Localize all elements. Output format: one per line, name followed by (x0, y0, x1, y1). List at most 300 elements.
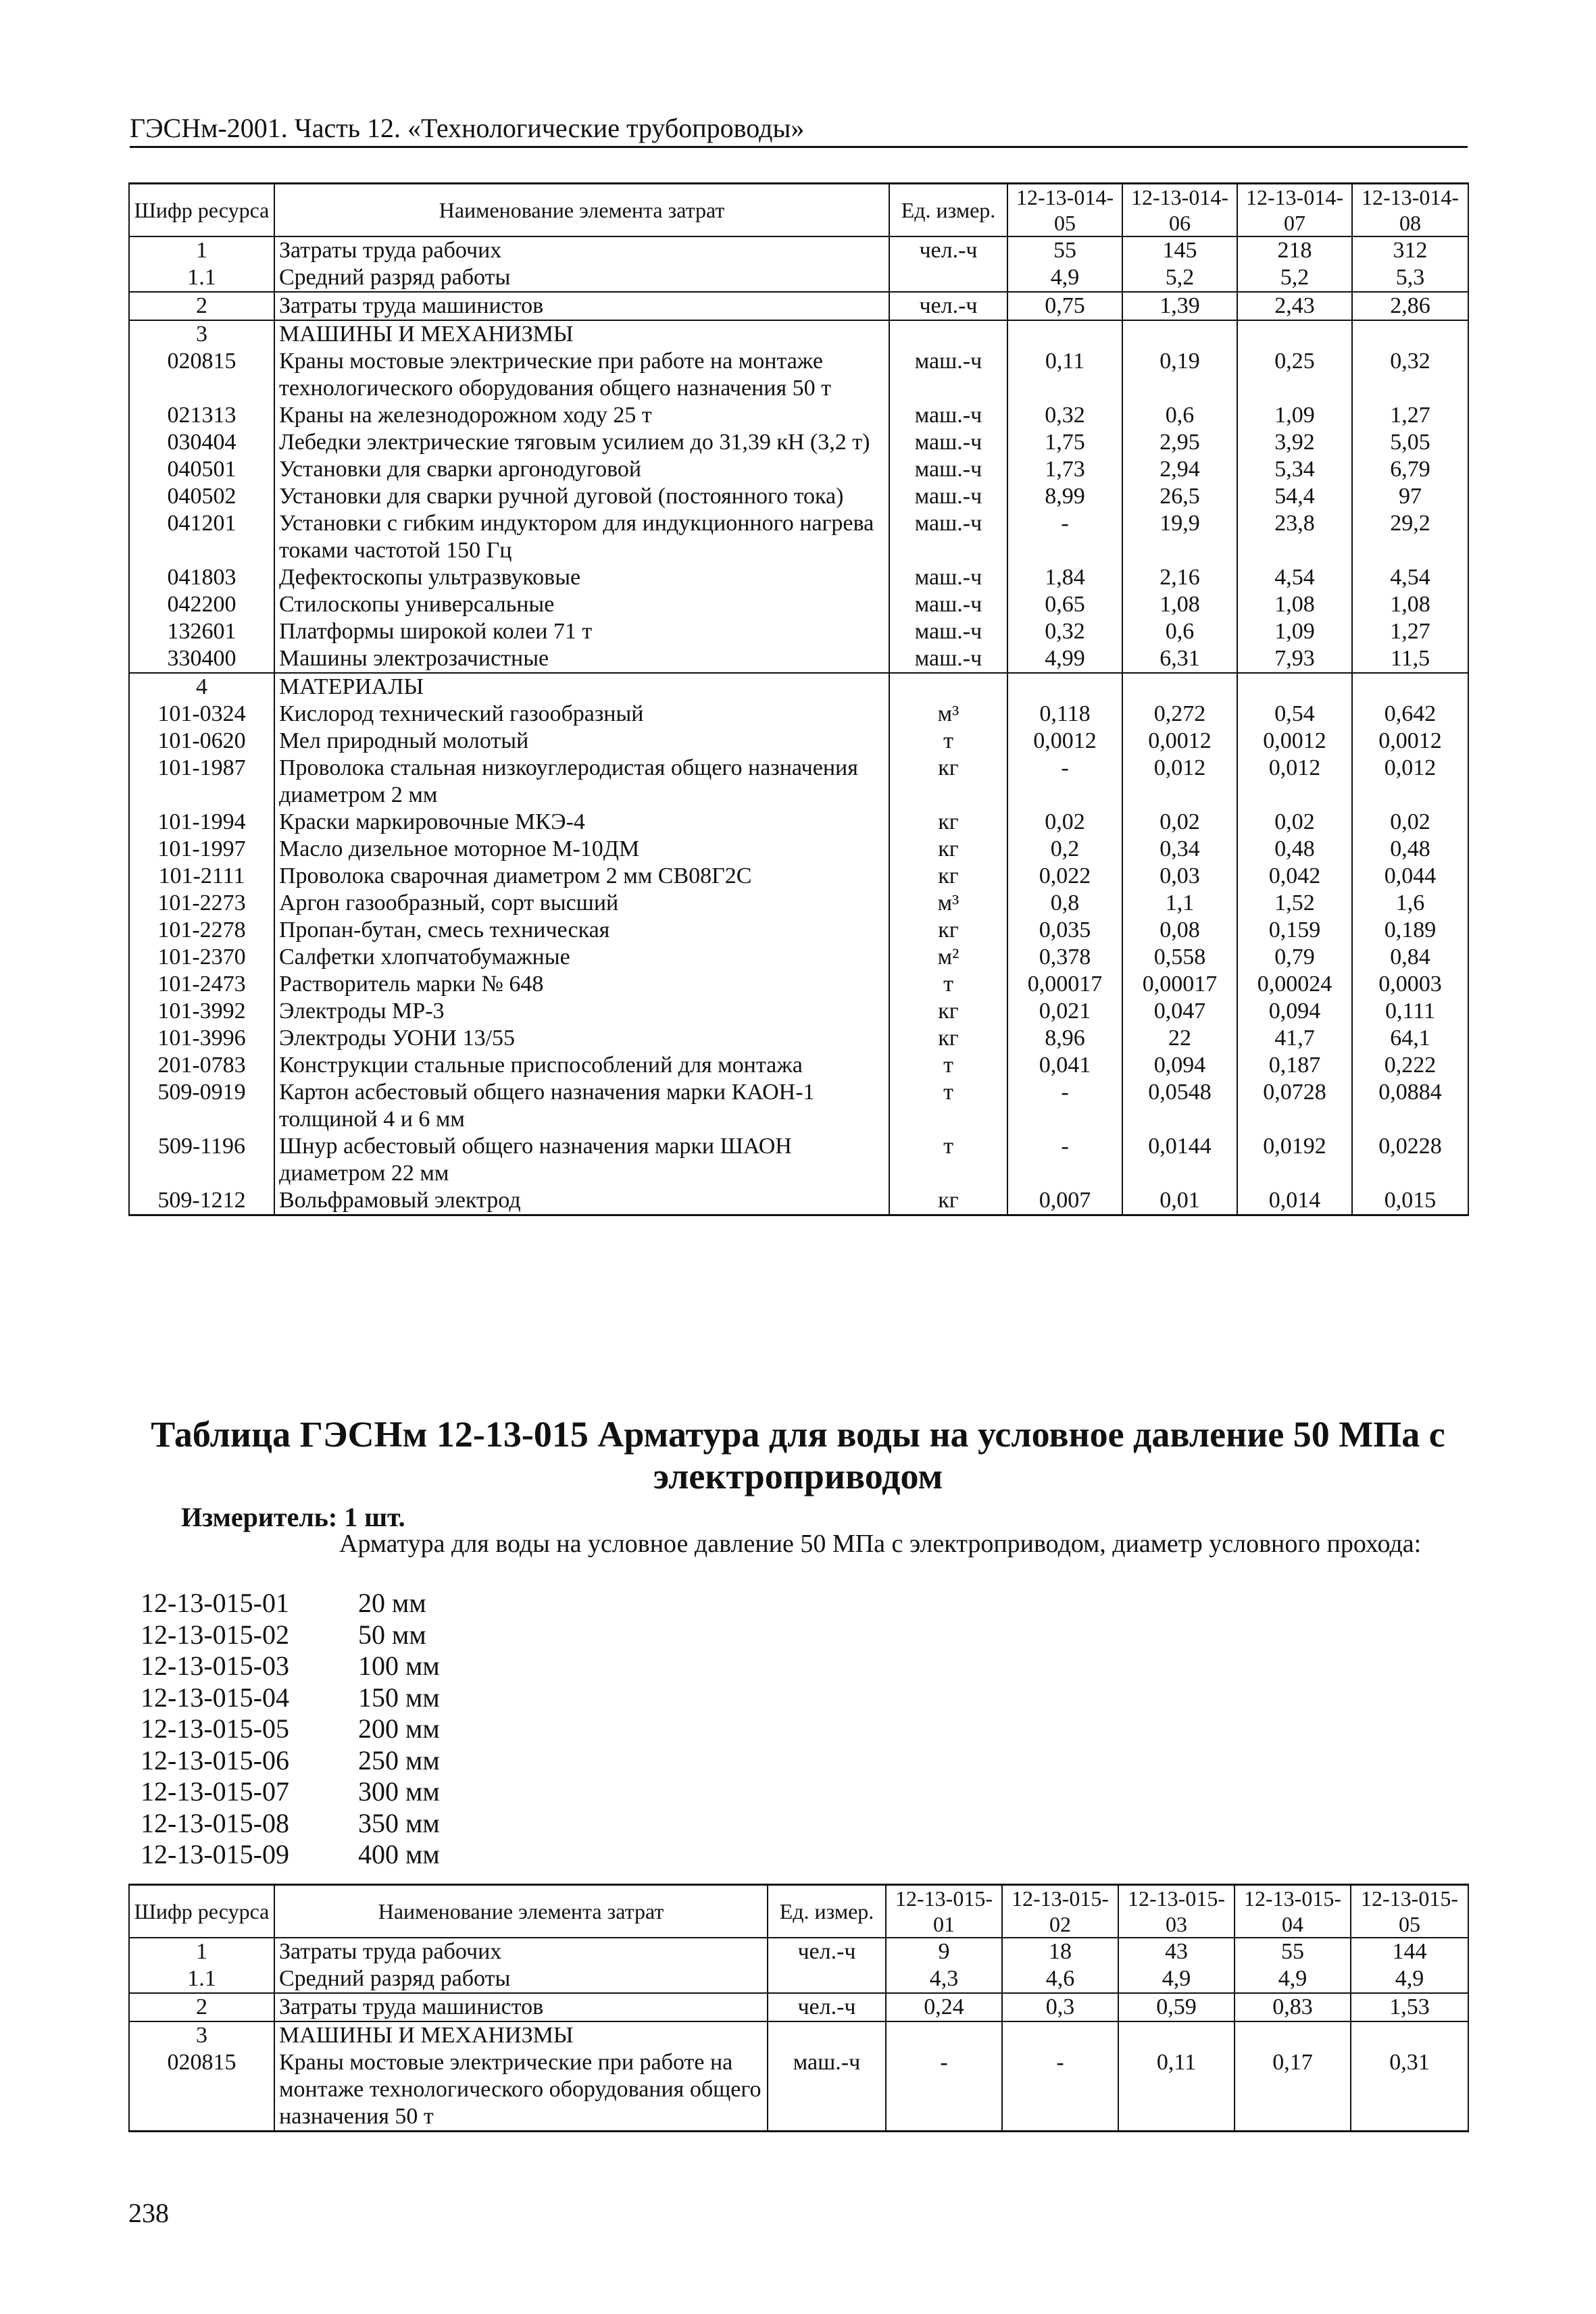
unit-cell: маш.-ч (889, 591, 1007, 618)
resource-code-cell: 509-0919 (129, 1079, 274, 1133)
resource-code-cell: 101-0324 (129, 701, 274, 728)
table-body (129, 1938, 1468, 2132)
column-header-norm: 12-13-015-04 (1235, 1885, 1351, 1938)
norm-value-cell: 0,08 (1122, 917, 1237, 944)
norm-value-cell: 0,0012 (1122, 728, 1237, 755)
norm-value-cell: 0,48 (1352, 836, 1468, 863)
norm-code: 12-13-015-07 (141, 1776, 289, 1807)
norm-value-cell: 0,272 (1122, 701, 1237, 728)
resource-code-cell: 509-1196 (129, 1133, 274, 1187)
norm-value-cell: 6,79 (1352, 456, 1468, 483)
unit-cell: маш.-ч (889, 618, 1007, 645)
resource-name-cell: Установки для сварки ручной дуговой (постоянного тока) (274, 483, 889, 510)
norm-value-cell: 55 (1235, 1938, 1351, 1965)
norm-value-cell: 0,59 (1118, 1993, 1235, 2021)
norm-value-cell: 0,03 (1122, 863, 1237, 890)
norm-value-cell: 0,012 (1237, 755, 1352, 809)
unit-cell: кг (889, 1187, 1007, 1215)
table-header-row (129, 1885, 1468, 1938)
norm-value-cell: 26,5 (1122, 483, 1237, 510)
norm-value-cell: 0,0192 (1237, 1133, 1352, 1187)
norm-value-cell: 0,65 (1007, 591, 1122, 618)
norm-value-cell: 8,99 (1007, 483, 1122, 510)
table-row (129, 591, 1468, 618)
norm-value-cell: 1,73 (1007, 456, 1122, 483)
resource-name-cell: Растворитель марки № 648 (274, 971, 889, 998)
table-title: Таблица ГЭСНм 12-13-015 Арматура для воды на условное давление 50 МПа с электроприводом (151, 1414, 1445, 1496)
norm-value-cell: 0,00017 (1007, 971, 1122, 998)
unit-cell: маш.-ч (889, 429, 1007, 456)
norm-value-cell (1352, 673, 1468, 701)
norm-value-cell: 0,0144 (1122, 1133, 1237, 1187)
norm-value-cell: 11,5 (1352, 645, 1468, 673)
norm-value-cell: 0,012 (1122, 755, 1237, 809)
unit-cell: м² (889, 944, 1007, 971)
norm-code-list (141, 1588, 440, 1871)
norm-value-cell: 4,9 (1118, 1965, 1235, 1993)
norm-value-cell: 54,4 (1237, 483, 1352, 510)
table-row (129, 944, 1468, 971)
norm-value-cell: 5,2 (1122, 264, 1237, 292)
norm-value-cell: 1,27 (1352, 402, 1468, 429)
column-header-norm: 12-13-015-03 (1118, 1885, 1235, 1938)
norm-value-cell: 0,32 (1352, 348, 1468, 402)
resource-code-cell: 101-3992 (129, 998, 274, 1025)
resource-code-cell: 101-3996 (129, 1025, 274, 1052)
table-row (129, 809, 1468, 836)
resource-name-cell: Мел природный молотый (274, 728, 889, 755)
norm-value-cell: 0,189 (1352, 917, 1468, 944)
resource-code-cell: 020815 (129, 348, 274, 402)
norm-value-cell: 0,642 (1352, 701, 1468, 728)
nominal-diameter: 350 мм (358, 1807, 440, 1838)
resource-table-12-13-014 (128, 182, 1469, 1216)
norm-value-cell: 4,9 (1007, 264, 1122, 292)
norm-value-cell: 0,022 (1007, 863, 1122, 890)
norm-value-cell: 1,1 (1122, 890, 1237, 917)
table-row (129, 1938, 1468, 1965)
norm-value-cell: - (1007, 1133, 1122, 1187)
norm-value-cell: 1,84 (1007, 564, 1122, 591)
norm-code: 12-13-015-01 (141, 1588, 289, 1618)
table-row (129, 863, 1468, 890)
norm-value-cell: - (1007, 755, 1122, 809)
norm-value-cell: 145 (1122, 236, 1237, 264)
norm-value-cell: 0,015 (1352, 1187, 1468, 1215)
table-row (129, 971, 1468, 998)
norm-value-cell: 0,0884 (1352, 1079, 1468, 1133)
norm-value-cell: 0,378 (1007, 944, 1122, 971)
norm-value-cell: 0,035 (1007, 917, 1122, 944)
norm-code: 12-13-015-09 (141, 1839, 289, 1869)
norm-value-cell: 0,83 (1235, 1993, 1351, 2021)
norm-value-cell: 43 (1118, 1938, 1235, 1965)
norm-value-cell: 312 (1352, 236, 1468, 264)
norm-value-cell: - (886, 2049, 1002, 2132)
norm-value-cell: - (1007, 1079, 1122, 1133)
norm-code-item (141, 1682, 440, 1714)
table-row (129, 1025, 1468, 1052)
norm-value-cell: 29,2 (1352, 510, 1468, 564)
table-row (129, 456, 1468, 483)
norm-value-cell: 0,111 (1352, 998, 1468, 1025)
running-header: ГЭСНм-2001. Часть 12. «Технологические трубопроводы» (130, 114, 1468, 148)
table-row (129, 673, 1468, 701)
table-row (129, 1079, 1468, 1133)
resource-code-cell: 101-0620 (129, 728, 274, 755)
norm-code-item (141, 1713, 440, 1745)
norm-value-cell: 0,11 (1007, 348, 1122, 402)
norm-value-cell: 0,17 (1235, 2049, 1351, 2132)
norm-value-cell: 22 (1122, 1025, 1237, 1052)
nominal-diameter: 300 мм (358, 1776, 440, 1807)
norm-value-cell (1237, 320, 1352, 348)
nominal-diameter: 50 мм (358, 1619, 426, 1650)
norm-value-cell: 0,0228 (1352, 1133, 1468, 1187)
resource-name-cell: Затраты труда рабочих (274, 1938, 768, 1965)
norm-value-cell: 218 (1237, 236, 1352, 264)
resource-name-cell: Кислород технический газообразный (274, 701, 889, 728)
resource-code-cell: 2 (129, 292, 274, 320)
nominal-diameter: 200 мм (358, 1713, 440, 1744)
resource-name-cell: Лебедки электрические тяговым усилием до 31,39 кН (3,2 т) (274, 429, 889, 456)
table-row (129, 1965, 1468, 1993)
unit-cell: кг (889, 863, 1007, 890)
norm-value-cell: 0,02 (1237, 809, 1352, 836)
table-row (129, 2021, 1468, 2049)
resource-code-cell: 041803 (129, 564, 274, 591)
norm-value-cell: 4,6 (1002, 1965, 1118, 1993)
norm-value-cell: 4,54 (1237, 564, 1352, 591)
resource-code-cell: 101-2278 (129, 917, 274, 944)
resource-code-cell: 2 (129, 1993, 274, 2021)
resource-code-cell: 201-0783 (129, 1052, 274, 1079)
unit-cell: кг (889, 809, 1007, 836)
resource-name-cell: Средний разряд работы (274, 264, 889, 292)
norm-value-cell: 0,32 (1007, 618, 1122, 645)
resource-name-cell: Масло дизельное моторное М-10ДМ (274, 836, 889, 863)
norm-value-cell: 5,05 (1352, 429, 1468, 456)
norm-value-cell: 7,93 (1237, 645, 1352, 673)
norm-value-cell: 2,16 (1122, 564, 1237, 591)
norm-value-cell: 0,84 (1352, 944, 1468, 971)
resource-name-cell: Электроды МР-3 (274, 998, 889, 1025)
resource-name-cell: Затраты труда машинистов (274, 292, 889, 320)
norm-value-cell: 0,19 (1122, 348, 1237, 402)
column-header-code: Шифр ресурса (129, 184, 274, 237)
column-header-norm: 12-13-015-05 (1351, 1885, 1468, 1938)
column-header-unit: Ед. измер. (768, 1885, 886, 1938)
norm-value-cell: 0,2 (1007, 836, 1122, 863)
norm-value-cell: 0,24 (886, 1993, 1002, 2021)
norm-value-cell: 0,0012 (1352, 728, 1468, 755)
nominal-diameter: 150 мм (358, 1682, 440, 1713)
table-row (129, 402, 1468, 429)
norm-value-cell: 0,34 (1122, 836, 1237, 863)
norm-value-cell: 0,0012 (1007, 728, 1122, 755)
unit-cell: кг (889, 917, 1007, 944)
resource-name-cell: Машины электрозачистные (274, 645, 889, 673)
unit-cell: чел.-ч (768, 1938, 886, 1965)
table-row (129, 618, 1468, 645)
norm-value-cell: 0,159 (1237, 917, 1352, 944)
resource-code-cell: 1 (129, 1938, 274, 1965)
norm-value-cell (886, 2021, 1002, 2049)
norm-value-cell: 0,00017 (1122, 971, 1237, 998)
norm-value-cell (1122, 673, 1237, 701)
norm-code-item (141, 1839, 440, 1871)
column-header-code: Шифр ресурса (129, 1885, 274, 1938)
column-header-norm: 12-13-014-07 (1237, 184, 1352, 237)
norm-value-cell: 1,39 (1122, 292, 1237, 320)
norm-value-cell (1352, 320, 1468, 348)
table-row (129, 1133, 1468, 1187)
resource-code-cell: 030404 (129, 429, 274, 456)
resource-name-cell: Средний разряд работы (274, 1965, 768, 1993)
norm-value-cell: 0,041 (1007, 1052, 1122, 1079)
column-header-name: Наименование элемента затрат (274, 1885, 768, 1938)
resource-name-cell: Салфетки хлопчатобумажные (274, 944, 889, 971)
norm-value-cell: 0,6 (1122, 402, 1237, 429)
norm-value-cell: 0,48 (1237, 836, 1352, 863)
unit-cell: кг (889, 755, 1007, 809)
norm-value-cell: 0,25 (1237, 348, 1352, 402)
norm-value-cell: 1,6 (1352, 890, 1468, 917)
table-row (129, 348, 1468, 402)
norm-value-cell: 0,222 (1352, 1052, 1468, 1079)
norm-code-item (141, 1745, 440, 1777)
table-row (129, 564, 1468, 591)
resource-code-cell: 1 (129, 236, 274, 264)
resource-name-cell: Электроды УОНИ 13/55 (274, 1025, 889, 1052)
resource-name-cell: Шнур асбестовый общего назначения марки ШАОН диаметром 22 мм (274, 1133, 889, 1187)
norm-value-cell: 144 (1351, 1938, 1468, 1965)
resource-code-cell: 040502 (129, 483, 274, 510)
resource-code-cell: 509-1212 (129, 1187, 274, 1215)
norm-value-cell: 0,3 (1002, 1993, 1118, 2021)
nominal-diameter: 20 мм (358, 1588, 426, 1618)
norm-value-cell: 0,044 (1352, 863, 1468, 890)
unit-cell: м³ (889, 701, 1007, 728)
norm-value-cell (1235, 2021, 1351, 2049)
norm-value-cell: 4,9 (1235, 1965, 1351, 1993)
resource-name-cell: Стилоскопы универсальные (274, 591, 889, 618)
table-row (129, 728, 1468, 755)
table-row (129, 292, 1468, 320)
norm-value-cell: 23,8 (1237, 510, 1352, 564)
nominal-diameter: 400 мм (358, 1839, 440, 1869)
resource-code-cell: 101-2473 (129, 971, 274, 998)
resource-name-cell: Затраты труда машинистов (274, 1993, 768, 2021)
norm-value-cell: 97 (1352, 483, 1468, 510)
unit-cell (768, 2021, 886, 2049)
unit-cell: т (889, 1079, 1007, 1133)
norm-value-cell: 4,3 (886, 1965, 1002, 1993)
norm-value-cell: 0,01 (1122, 1187, 1237, 1215)
resource-code-cell: 101-1994 (129, 809, 274, 836)
norm-value-cell: 0,02 (1352, 809, 1468, 836)
unit-cell (889, 320, 1007, 348)
resource-code-cell: 101-2273 (129, 890, 274, 917)
table-row (129, 483, 1468, 510)
unit-cell: маш.-ч (889, 645, 1007, 673)
unit-cell: м³ (889, 890, 1007, 917)
norm-value-cell: 0,094 (1122, 1052, 1237, 1079)
norm-value-cell: 55 (1007, 236, 1122, 264)
resource-table-12-13-015 (128, 1884, 1469, 2132)
table-description: Арматура для воды на условное давление 50 МПа с электроприводом, диаметр условного прохода: (339, 1530, 1422, 1558)
norm-code-item (141, 1651, 440, 1682)
norm-code-item (141, 1588, 440, 1619)
norm-value-cell: 5,34 (1237, 456, 1352, 483)
norm-code: 12-13-015-02 (141, 1619, 289, 1650)
unit-cell: маш.-ч (768, 2049, 886, 2132)
resource-code-cell: 021313 (129, 402, 274, 429)
resource-code-cell: 3 (129, 320, 274, 348)
norm-code: 12-13-015-03 (141, 1651, 289, 1681)
norm-value-cell (1122, 320, 1237, 348)
resource-code-cell: 101-2111 (129, 863, 274, 890)
meter-label: Измеритель: 1 шт. (181, 1502, 405, 1532)
unit-cell: маш.-ч (889, 402, 1007, 429)
norm-value-cell: 0,118 (1007, 701, 1122, 728)
norm-value-cell: 2,94 (1122, 456, 1237, 483)
norm-value-cell: 0,0012 (1237, 728, 1352, 755)
norm-value-cell: 0,75 (1007, 292, 1122, 320)
resource-name-cell: Картон асбестовый общего назначения марки КАОН-1 толщиной 4 и 6 мм (274, 1079, 889, 1133)
norm-value-cell: 64,1 (1352, 1025, 1468, 1052)
norm-code-item (141, 1776, 440, 1808)
norm-code: 12-13-015-06 (141, 1744, 289, 1776)
resource-code-cell: 1.1 (129, 264, 274, 292)
column-header-name: Наименование элемента затрат (274, 184, 889, 237)
unit-cell: т (889, 1133, 1007, 1187)
table-row (129, 264, 1468, 292)
table-row (129, 429, 1468, 456)
norm-value-cell: 1,08 (1122, 591, 1237, 618)
resource-name-cell: Вольфрамовый электрод (274, 1187, 889, 1215)
resource-code-cell: 042200 (129, 591, 274, 618)
norm-value-cell: 6,31 (1122, 645, 1237, 673)
column-header-norm: 12-13-014-08 (1352, 184, 1468, 237)
table-row (129, 320, 1468, 348)
table-row (129, 510, 1468, 564)
norm-value-cell: 4,99 (1007, 645, 1122, 673)
resource-name-cell: Краны на железнодорожном ходу 25 т (274, 402, 889, 429)
norm-value-cell: 4,54 (1352, 564, 1468, 591)
unit-cell: маш.-ч (889, 348, 1007, 402)
norm-value-cell (1351, 2021, 1468, 2049)
norm-value-cell: 0,187 (1237, 1052, 1352, 1079)
norm-value-cell (1118, 2021, 1235, 2049)
table-row (129, 917, 1468, 944)
resource-name-cell: Конструкции стальные приспособлений для монтажа (274, 1052, 889, 1079)
norm-value-cell: 8,96 (1007, 1025, 1122, 1052)
resource-name-cell: Краны мостовые электрические при работе на монтаже технологического оборудования общего назначения 50 т (274, 2049, 768, 2132)
norm-value-cell: 3,92 (1237, 429, 1352, 456)
nominal-diameter: 100 мм (358, 1651, 440, 1681)
norm-value-cell: 1,75 (1007, 429, 1122, 456)
table-header-row (129, 184, 1468, 237)
resource-code-cell: 101-1987 (129, 755, 274, 809)
norm-code: 12-13-015-08 (141, 1807, 289, 1838)
column-header-unit: Ед. измер. (889, 184, 1007, 237)
unit-cell: т (889, 728, 1007, 755)
unit-cell: чел.-ч (768, 1993, 886, 2021)
unit-cell: т (889, 1052, 1007, 1079)
resource-name-cell: Дефектоскопы ультразвуковые (274, 564, 889, 591)
resource-name-cell: МАТЕРИАЛЫ (274, 673, 889, 701)
table-row (129, 1052, 1468, 1079)
norm-value-cell: 0,042 (1237, 863, 1352, 890)
unit-cell: маш.-ч (889, 564, 1007, 591)
resource-name-cell: Затраты труда рабочих (274, 236, 889, 264)
norm-value-cell (1002, 2021, 1118, 2049)
unit-cell: кг (889, 998, 1007, 1025)
resource-code-cell: 4 (129, 673, 274, 701)
resource-code-cell: 020815 (129, 2049, 274, 2132)
table-row (129, 755, 1468, 809)
norm-value-cell: 0,11 (1118, 2049, 1235, 2132)
norm-value-cell: 0,79 (1237, 944, 1352, 971)
norm-value-cell: 0,0728 (1237, 1079, 1352, 1133)
norm-code: 12-13-015-04 (141, 1682, 289, 1713)
norm-value-cell: 0,54 (1237, 701, 1352, 728)
table-row (129, 890, 1468, 917)
norm-value-cell: 0,014 (1237, 1187, 1352, 1215)
norm-value-cell: 1,09 (1237, 402, 1352, 429)
norm-value-cell: 1,08 (1237, 591, 1352, 618)
norm-value-cell: 1,52 (1237, 890, 1352, 917)
resource-name-cell: Установки с гибким индуктором для индукционного нагрева токами частотой 150 Гц (274, 510, 889, 564)
table-row (129, 1187, 1468, 1215)
page-number: 238 (128, 2198, 169, 2228)
norm-value-cell: 0,02 (1007, 809, 1122, 836)
resource-code-cell: 040501 (129, 456, 274, 483)
norm-value-cell: 1,08 (1352, 591, 1468, 618)
norm-value-cell: 9 (886, 1938, 1002, 1965)
table-row (129, 645, 1468, 673)
unit-cell: маш.-ч (889, 456, 1007, 483)
norm-value-cell (1007, 673, 1122, 701)
resource-name-cell: МАШИНЫ И МЕХАНИЗМЫ (274, 2021, 768, 2049)
norm-value-cell: 0,31 (1351, 2049, 1468, 2132)
resource-name-cell: Установки для сварки аргонодуговой (274, 456, 889, 483)
unit-cell: кг (889, 1025, 1007, 1052)
norm-value-cell: 5,3 (1352, 264, 1468, 292)
norm-value-cell: 1,27 (1352, 618, 1468, 645)
column-header-norm: 12-13-014-05 (1007, 184, 1122, 237)
norm-value-cell: 0,00024 (1237, 971, 1352, 998)
norm-value-cell: 0,007 (1007, 1187, 1122, 1215)
table-row (129, 836, 1468, 863)
norm-code: 12-13-015-05 (141, 1713, 289, 1744)
norm-value-cell: 0,012 (1352, 755, 1468, 809)
unit-cell (889, 264, 1007, 292)
resource-name-cell: Краски маркировочные МКЭ-4 (274, 809, 889, 836)
norm-value-cell: 1,09 (1237, 618, 1352, 645)
resource-name-cell: Пропан-бутан, смесь техническая (274, 917, 889, 944)
resource-code-cell: 041201 (129, 510, 274, 564)
norm-value-cell: 0,6 (1122, 618, 1237, 645)
table-body (129, 236, 1468, 1215)
table-row (129, 236, 1468, 264)
resource-name-cell: Аргон газообразный, сорт высший (274, 890, 889, 917)
unit-cell: чел.-ч (889, 292, 1007, 320)
norm-value-cell: 2,95 (1122, 429, 1237, 456)
unit-cell (768, 1965, 886, 1993)
resource-code-cell: 132601 (129, 618, 274, 645)
